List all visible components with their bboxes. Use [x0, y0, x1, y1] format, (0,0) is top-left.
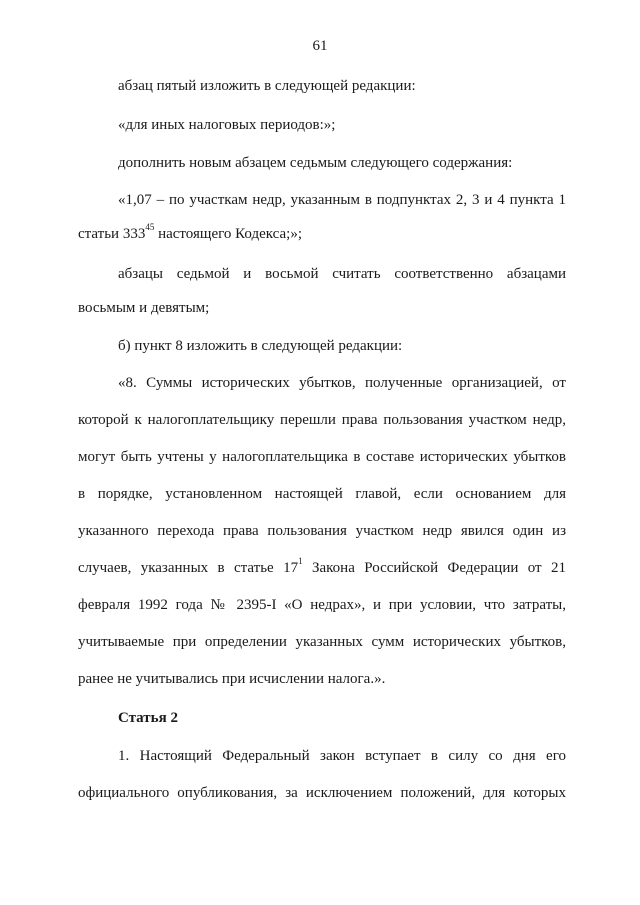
paragraph-line: февраля 1992 года № 2395-I «О недрах», и при условии, что затраты, [78, 597, 566, 613]
text-run: статьи 333 [78, 226, 146, 242]
paragraph-line: которой к налогоплательщику перешли права пользования участком недр, [78, 412, 566, 428]
paragraph-line: учитываемые при определении указанных сумм исторических убытков, [78, 634, 566, 650]
paragraph-line: могут быть учтены у налогоплательщика в составе исторических убытков [78, 449, 566, 465]
paragraph-line: 1. Настоящий Федеральный закон вступает в силу со дня его [118, 748, 566, 764]
paragraph-line: восьмым и девятым; [78, 300, 210, 316]
paragraph-line: ранее не учитывались при исчислении налога.». [78, 671, 386, 687]
paragraph-line: в порядке, установленном настоящей главой, если основанием для [78, 486, 566, 502]
paragraph-line [78, 558, 566, 578]
paragraph-line: «для иных налоговых периодов:»; [118, 117, 336, 133]
paragraph-line: абзацы седьмой и восьмой считать соответственно абзацами [118, 266, 566, 282]
paragraph-line [78, 224, 566, 244]
paragraph-line: «8. Суммы исторических убытков, полученные организацией, от [118, 375, 566, 391]
paragraph-line: абзац пятый изложить в следующей редакции: [118, 78, 416, 94]
paragraph-line: дополнить новым абзацем седьмым следующего содержания: [118, 155, 513, 171]
text-run: случаев, указанных в статье 17 [78, 560, 299, 576]
superscript: 1 [298, 556, 303, 566]
paragraph-line: «1,07 – по участкам недр, указанным в подпунктах 2, 3 и 4 пункта 1 [118, 192, 566, 208]
paragraph-line: б) пункт 8 изложить в следующей редакции: [118, 338, 403, 354]
paragraph-line: официального опубликования, за исключением положений, для которых [78, 785, 566, 801]
text-run: настоящего Кодекса;»; [154, 226, 303, 242]
superscript: 45 [145, 222, 155, 232]
page-number: 61 [312, 38, 328, 54]
text-run: Закона Российской Федерации от 21 [302, 560, 566, 576]
article-heading: Статья 2 [118, 710, 178, 726]
paragraph-line: указанного перехода права пользования участком недр явился один из [78, 523, 566, 539]
